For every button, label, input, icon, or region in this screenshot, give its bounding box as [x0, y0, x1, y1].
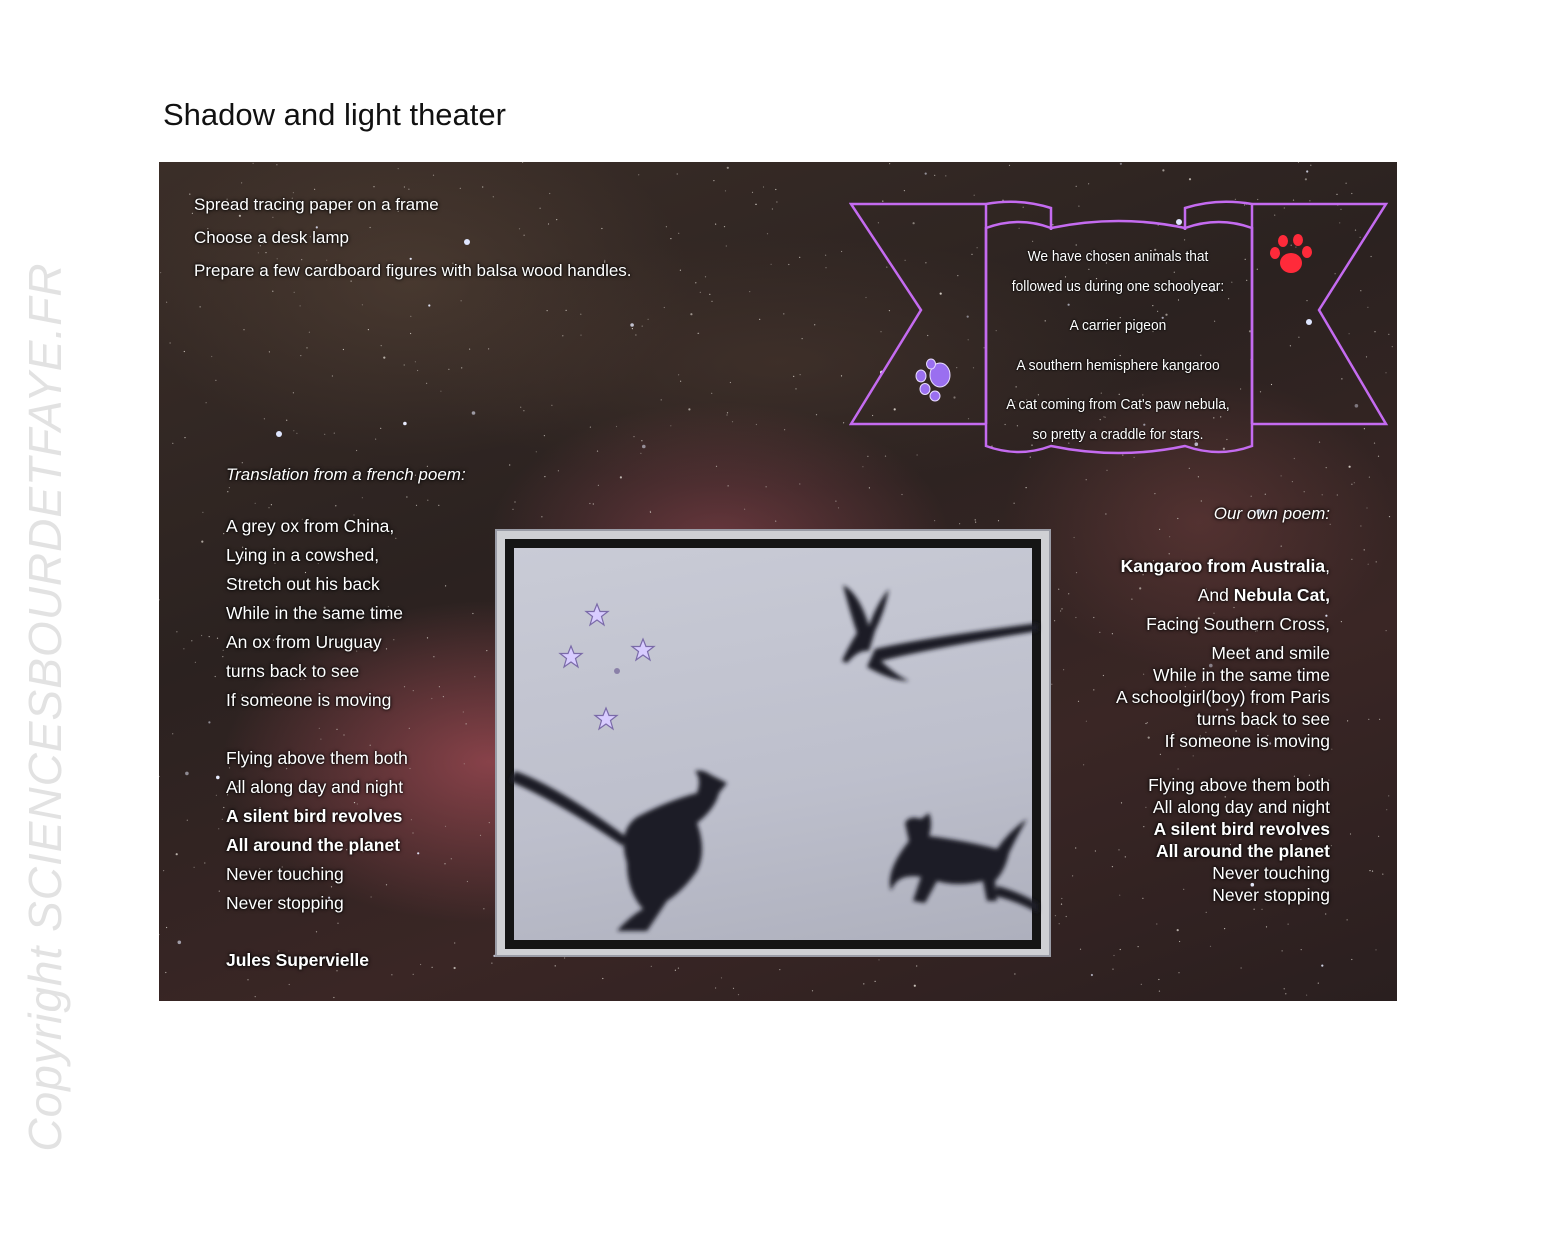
translation-heading: Translation from a french poem: — [226, 465, 466, 484]
banner-line: A southern hemisphere kangaroo — [1016, 356, 1220, 374]
poem-line: While in the same time — [226, 603, 404, 623]
poem-line: If someone is moving — [1164, 731, 1330, 751]
copyright-watermark: Copyright SCIENCESBOURDETFAYE.FR — [19, 262, 71, 1152]
poem-line: A schoolgirl(boy) from Paris — [1116, 687, 1330, 707]
banner-text — [997, 242, 1238, 449]
shadow-theater-photo — [495, 529, 1051, 957]
poem-line: Kangaroo from Australia, — [1120, 556, 1330, 576]
poem-line: While in the same time — [1152, 665, 1330, 685]
poem-line: Never stopping — [226, 893, 344, 913]
instruction-line: Prepare a few cardboard figures with balsa wood handles. — [194, 261, 632, 280]
poem-line: turns back to see — [1196, 709, 1330, 729]
poem-line: Lying in a cowshed, — [226, 545, 380, 565]
poem-line: turns back to see — [226, 661, 360, 681]
paw-print-icon — [911, 358, 959, 404]
instructions — [194, 188, 632, 287]
banner-line: A carrier pigeon — [1069, 317, 1167, 334]
shadow-silhouettes — [509, 585, 1038, 931]
shadow-figures — [497, 531, 1051, 957]
poem-line: A silent bird revolves — [226, 806, 403, 826]
page-title: Shadow and light theater — [163, 97, 506, 132]
starfield-panel — [159, 162, 1397, 1001]
instruction-line: Spread tracing paper on a frame — [194, 195, 439, 214]
poem-line: All along day and night — [1152, 797, 1330, 817]
poem-line: Flying above them both — [226, 748, 408, 768]
kangaroo-silhouette — [617, 771, 727, 932]
poem-line: All along day and night — [226, 777, 404, 797]
banner-line: followed us during one schoolyear: — [1011, 277, 1225, 295]
own-poem-heading: Our own poem: — [1213, 504, 1330, 523]
banner-line: A cat coming from Cat's paw nebula, — [1006, 396, 1230, 413]
instruction-line: Choose a desk lamp — [194, 228, 349, 247]
southern-cross-stars — [560, 604, 654, 729]
banner-line: We have chosen animals that — [1027, 248, 1209, 265]
poem-line: A silent bird revolves — [1153, 819, 1330, 839]
banner-line: so pretty a craddle for stars. — [1032, 425, 1204, 443]
poem-line: And Nebula Cat, — [1197, 585, 1330, 605]
poem-line: Never touching — [1212, 863, 1330, 883]
paw-print-icon — [1267, 232, 1315, 280]
poem-line: If someone is moving — [226, 690, 392, 710]
poem-line: Facing Southern Cross, — [1146, 614, 1330, 634]
poem-line: A grey ox from China, — [226, 516, 395, 536]
poem-line: Stretch out his back — [226, 574, 380, 594]
poem-line: All around the planet — [1155, 841, 1330, 861]
poem-line: Never touching — [226, 864, 344, 884]
poem-line: An ox from Uruguay — [226, 632, 382, 652]
poem-line: Meet and smile — [1211, 643, 1330, 663]
own-poem — [1121, 552, 1330, 668]
poem-line: All around the planet — [226, 835, 401, 855]
poem-line: Never stopping — [1212, 885, 1330, 905]
translated-poem — [226, 512, 408, 975]
poem-line: Flying above them both — [1148, 775, 1330, 795]
own-poem-continued — [1116, 664, 1330, 906]
poem-author: Jules Supervielle — [226, 950, 369, 970]
